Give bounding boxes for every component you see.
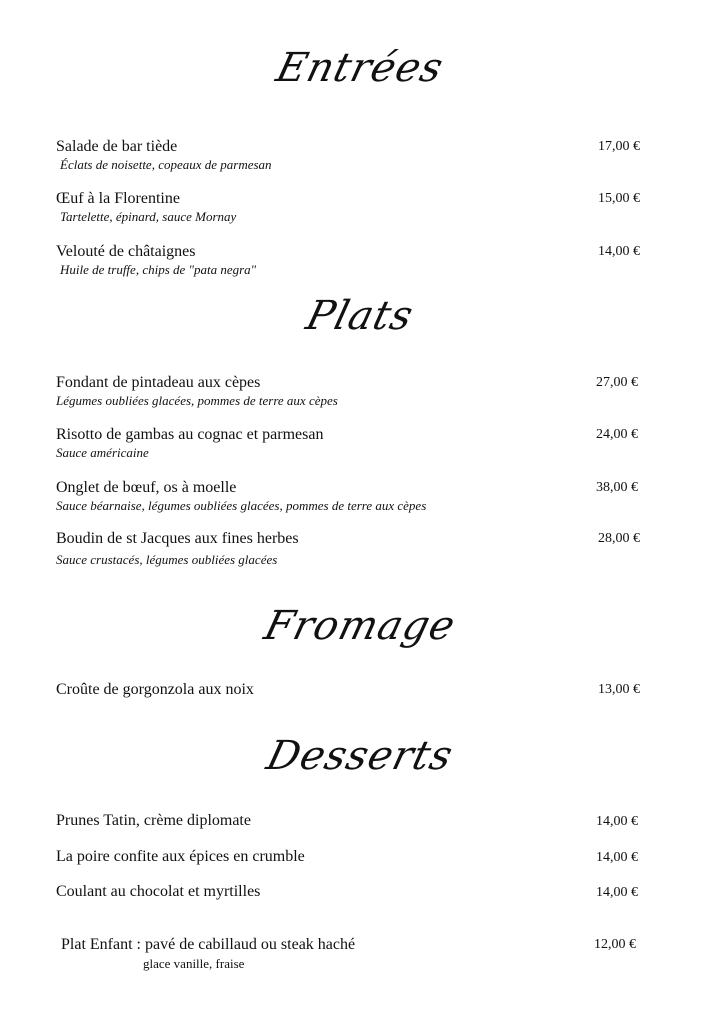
menu-item-name: Boudin de st Jacques aux fines herbes: [56, 530, 299, 547]
section-title-plats: Plats: [301, 293, 419, 339]
menu-item-name: Risotto de gambas au cognac et parmesan: [56, 426, 324, 443]
menu-item-name: Croûte de gorgonzola aux noix: [56, 681, 254, 698]
section-title-desserts: Desserts: [262, 733, 458, 779]
menu-item-price: 28,00 €: [598, 531, 640, 546]
menu-item-description: Huile de truffe, chips de "pata negra": [60, 262, 257, 277]
menu-item-name: Fondant de pintadeau aux cèpes: [56, 374, 261, 391]
menu-item-name: La poire confite aux épices en crumble: [56, 848, 305, 865]
menu-item-name: Coulant au chocolat et myrtilles: [56, 883, 261, 900]
menu-item-price: 17,00 €: [598, 139, 640, 154]
menu-item-description: Sauce américaine: [56, 445, 149, 460]
menu-item-description: Tartelette, épinard, sauce Mornay: [60, 209, 237, 224]
menu-item-price: 38,00 €: [596, 480, 638, 495]
menu-item-name: Œuf à la Florentine: [56, 190, 180, 207]
menu-item-name: Salade de bar tiède: [56, 138, 178, 155]
menu-item-price: 14,00 €: [596, 850, 638, 865]
menu-item-description: Légumes oubliées glacées, pommes de terre aux cèpes: [56, 393, 338, 408]
section-title-fromage: Fromage: [259, 603, 461, 649]
kids-menu-description: glace vanille, fraise: [143, 956, 245, 971]
menu-item-description: Sauce béarnaise, légumes oubliées glacées, pommes de terre aux cèpes: [56, 498, 427, 513]
menu-item-price: 14,00 €: [598, 244, 640, 259]
menu-item-name: Prunes Tatin, crème diplomate: [56, 812, 251, 829]
menu-item-description: Éclats de noisette, copeaux de parmesan: [60, 157, 272, 172]
menu-item-price: 13,00 €: [598, 682, 640, 697]
menu-item-price: 24,00 €: [596, 427, 638, 442]
menu-item-price: 14,00 €: [596, 814, 638, 829]
kids-menu-name: Plat Enfant : pavé de cabillaud ou steak haché: [61, 936, 356, 953]
menu-item-name: Velouté de châtaignes: [56, 243, 196, 260]
menu-item-name: Onglet de bœuf, os à moelle: [56, 479, 237, 496]
menu-item-price: 27,00 €: [596, 375, 638, 390]
menu-item-price: 14,00 €: [596, 885, 638, 900]
kids-menu-price: 12,00 €: [594, 937, 636, 952]
menu-item-price: 15,00 €: [598, 191, 640, 206]
section-title-entrees: Entrées: [271, 45, 449, 91]
menu-item-description: Sauce crustacés, légumes oubliées glacées: [56, 552, 278, 567]
